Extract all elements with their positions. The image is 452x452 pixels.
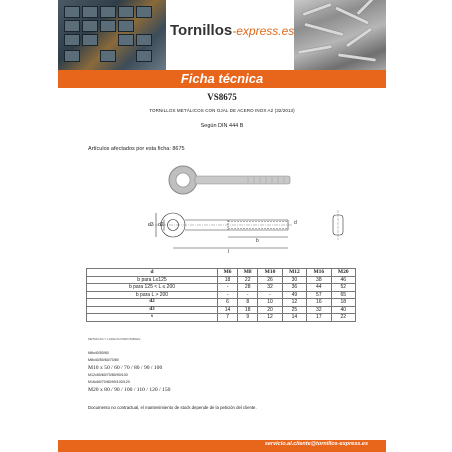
row-label: s: [87, 314, 218, 322]
header: [58, 0, 386, 70]
table-row: [87, 291, 356, 299]
availability-title: METRICAS Y LARGOS DISPONIBLES: [88, 337, 141, 341]
table-cell: 8: [238, 299, 258, 307]
table-cell: 12: [258, 314, 282, 322]
table-cell: 36: [282, 284, 306, 292]
table-cell: 40: [331, 306, 355, 314]
articles-label: Artículos afectados por esta ficha: 8675: [88, 146, 185, 152]
header-cell: M12: [282, 269, 306, 277]
table-cell: 18: [331, 299, 355, 307]
row-label: d3: [87, 306, 218, 314]
table-cell: 26: [258, 276, 282, 284]
table-cell: 46: [331, 276, 355, 284]
table-cell: 6: [218, 299, 238, 307]
table-cell: 22: [238, 276, 258, 284]
table-cell: 9: [238, 314, 258, 322]
table-header-row: [87, 269, 356, 277]
table-cell: 38: [307, 276, 331, 284]
row-label: b para L≤125: [87, 276, 218, 284]
availability-list: [88, 350, 170, 394]
table-cell: 7: [218, 314, 238, 322]
eye-bolt-photo: [169, 166, 290, 194]
availability-line: M8x40/50/60/70/80: [88, 358, 119, 362]
availability-line: M6x40/50/60: [88, 351, 109, 355]
table-cell: 14: [218, 306, 238, 314]
dim-label-d: d: [294, 220, 297, 226]
table-cell: 52: [331, 284, 355, 292]
header-cell: M20: [331, 269, 355, 277]
table-cell: -: [238, 291, 258, 299]
table-cell: -: [218, 291, 238, 299]
header-cell: M16: [307, 269, 331, 277]
table-cell: 10: [258, 299, 282, 307]
dimensions-table: [86, 268, 356, 322]
table-cell: 57: [307, 291, 331, 299]
table-cell: -: [258, 291, 282, 299]
table-cell: 18: [218, 276, 238, 284]
table-cell: 65: [331, 291, 355, 299]
availability-line: M12x50/60/70/80/90/100: [88, 373, 128, 377]
eye-bolt-technical-drawing: [148, 210, 343, 248]
table-row: [87, 306, 356, 314]
table-cell: 16: [307, 299, 331, 307]
eye-bolt-drawing: [98, 160, 348, 260]
screws-photo: [294, 0, 386, 70]
banner-title: Ficha técnica: [58, 70, 386, 88]
header-cell: M8: [238, 269, 258, 277]
table-cell: 32: [307, 306, 331, 314]
table-cell: -: [218, 284, 238, 292]
footer-bar: [58, 440, 386, 452]
table-cell: 49: [282, 291, 306, 299]
table-cell: 44: [307, 284, 331, 292]
tools-photo: [58, 0, 166, 70]
table-row: [87, 314, 356, 322]
table-cell: 25: [282, 306, 306, 314]
row-label: d2: [87, 299, 218, 307]
header-cell: d: [87, 269, 218, 277]
disclaimer: Documento no contractual, el mantenimiento de stock depende de la petición del cliente.: [88, 405, 257, 410]
header-cell: M10: [258, 269, 282, 277]
dim-label-b: b: [256, 238, 259, 244]
table-cell: 20: [258, 306, 282, 314]
row-label: b para 125 < L ≤ 200: [87, 284, 218, 292]
data-sheet: [58, 0, 386, 452]
brand-logo: Tornillos-express.es: [170, 22, 295, 39]
product-description: TORNILLOS METÁLICOS CON OJAL DE ACERO INOX A2 (32/2013): [149, 108, 295, 113]
norm-reference: Según DIN 444 B: [200, 123, 244, 129]
contact-email[interactable]: servicio.al.cliente@tornillos-express.es: [264, 441, 368, 447]
availability-line: M16x60/70/80/90/100/120: [88, 380, 130, 384]
table-row: [87, 299, 356, 307]
dim-label-d3: d3: [148, 222, 154, 228]
table-cell: 14: [282, 314, 306, 322]
row-label: b para L > 200: [87, 291, 218, 299]
table-cell: 30: [282, 276, 306, 284]
availability-line: M20 x 80 / 90 / 100 / 110 / 120 / 150: [88, 387, 171, 393]
header-cell: M6: [218, 269, 238, 277]
table-cell: 17: [307, 314, 331, 322]
table-row: [87, 284, 356, 292]
availability-line: M10 x 50 / 60 / 70 / 80 / 90 / 100: [88, 365, 163, 371]
table-cell: 22: [331, 314, 355, 322]
table-cell: 28: [238, 284, 258, 292]
table-cell: 32: [258, 284, 282, 292]
table-cell: 18: [238, 306, 258, 314]
product-code: VS8675: [207, 92, 237, 102]
dim-label-d2: d2: [158, 222, 164, 228]
table-cell: 12: [282, 299, 306, 307]
dim-label-l: l: [228, 249, 230, 255]
table-row: [87, 276, 356, 284]
